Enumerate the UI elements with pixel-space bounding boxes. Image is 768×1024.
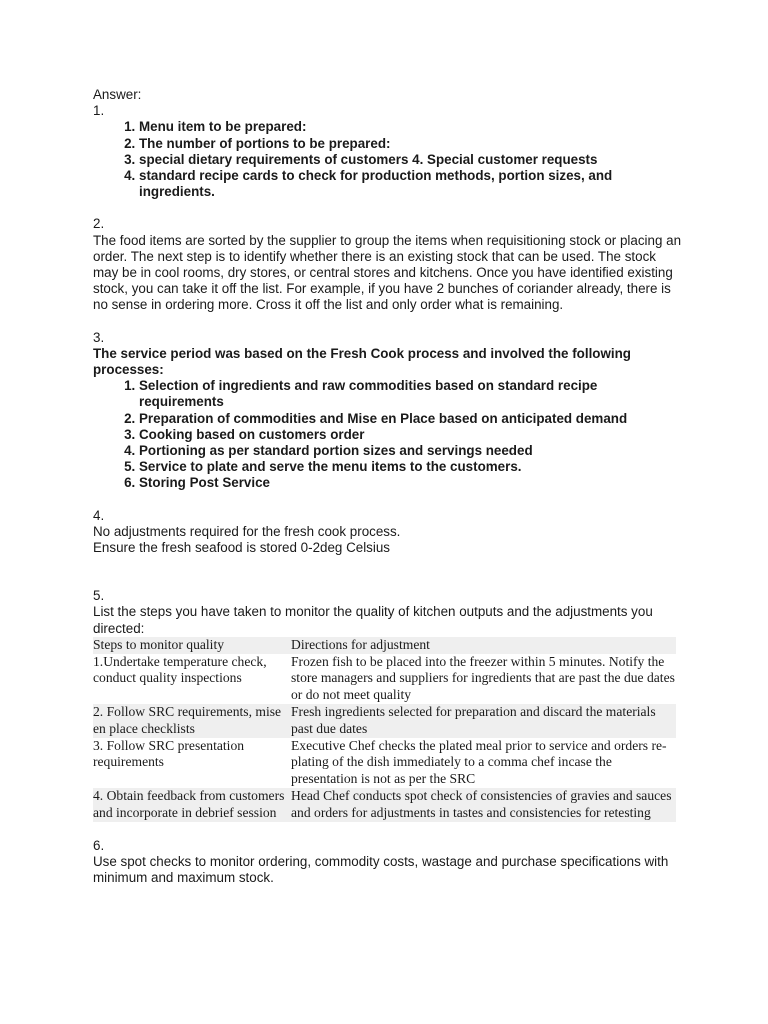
- answer-3-intro: The service period was based on the Fresh Cook process and involved the following processes:: [93, 345, 631, 378]
- answer-1-list: [93, 119, 683, 200]
- answer-3-list: [93, 378, 683, 491]
- answer-1: [93, 103, 683, 200]
- table-cell-step: 2. Follow SRC requirements, mise en place checklists: [93, 704, 291, 738]
- list-item: 6. Storing Post Service: [139, 475, 683, 491]
- table-header-directions: Directions for adjustment: [291, 637, 676, 654]
- table-cell-direction: Fresh ingredients selected for preparation and discard the materials past due dates: [291, 704, 676, 738]
- answer-6-text: Use spot checks to monitor ordering, commodity costs, wastage and purchase specifications with minimum and maximum stock.: [93, 853, 669, 886]
- list-item: 1. Selection of ingredients and raw commodities based on standard recipe requirements: [139, 378, 683, 410]
- table-cell-step: 3. Follow SRC presentation requirements: [93, 737, 245, 770]
- table-row: [93, 788, 676, 822]
- answer-4: [93, 508, 683, 557]
- list-item: 3. special dietary requirements of customers 4. Special customer requests: [139, 152, 683, 168]
- list-item: 2. Preparation of commodities and Mise en Place based on anticipated demand: [139, 411, 683, 427]
- table-row: [93, 704, 676, 738]
- table-cell-direction: Frozen fish to be placed into the freezer within 5 minutes. Notify the store managers and suppliers for ingredients that are past the due dates or do not meet quality: [291, 653, 675, 703]
- answer-label: Answer:: [93, 87, 142, 102]
- table-row: [93, 738, 676, 788]
- answer-4-line-2: Ensure the fresh seafood is stored 0-2deg Celsius: [93, 540, 390, 556]
- answer-5-number: 5.: [93, 588, 105, 604]
- quality-adjustment-table: [93, 637, 676, 822]
- answer-1-number: 1.: [93, 103, 105, 119]
- list-item: 2. The number of portions to be prepared:: [139, 136, 683, 152]
- answer-6-number: 6.: [93, 837, 105, 853]
- table-cell-direction: Head Chef conducts spot check of consistencies of gravies and sauces and orders for adjustments in tastes and consistencies for retesting: [291, 788, 676, 822]
- answer-4-line-1: No adjustments required for the fresh cook process.: [93, 523, 401, 539]
- answer-5: [93, 588, 683, 821]
- answer-2: [93, 216, 683, 313]
- table-row: [93, 654, 676, 704]
- answer-6: [93, 838, 683, 887]
- list-item: 4. Portioning as per standard portion sizes and servings needed: [139, 443, 683, 459]
- list-item: 5. Service to plate and serve the menu items to the customers.: [139, 459, 683, 475]
- answer-3: [93, 330, 683, 492]
- document-content: [93, 87, 683, 886]
- answer-2-text: The food items are sorted by the supplier to group the items when requisitioning stock or placing an order. The next step is to identify whether there is an existing stock that can be used. The stock may be in cool rooms, dry stores, or central stores and kitchens. Once you have identified existing stock, you can take it off the list. For example, if you have 2 bunches of coriander already, there is no sense in ordering more. Cross it off the list and only order what is remaining.: [93, 232, 682, 313]
- list-item: 3. Cooking based on customers order: [139, 427, 683, 443]
- table-cell-step: 1.Undertake temperature check, conduct quality inspections: [93, 653, 267, 686]
- list-item: 1. Menu item to be prepared:: [139, 119, 683, 135]
- answer-5-text: List the steps you have taken to monitor the quality of kitchen outputs and the adjustments you directed:: [93, 604, 653, 636]
- table-cell-step: 4. Obtain feedback from customers and incorporate in debrief session: [93, 788, 291, 822]
- table-cell-direction: Executive Chef checks the plated meal prior to service and orders re-plating of the dish immediately to a comma chef incase the presentation is not as per the SRC: [291, 737, 667, 787]
- list-item: 4. standard recipe cards to check for production methods, portion sizes, and ingredients.: [139, 168, 683, 200]
- answer-3-number: 3.: [93, 329, 105, 345]
- table-header-steps: Steps to monitor quality: [93, 637, 291, 654]
- answer-2-number: 2.: [93, 216, 105, 232]
- table-header-row: [93, 637, 676, 654]
- answer-4-number: 4.: [93, 507, 105, 523]
